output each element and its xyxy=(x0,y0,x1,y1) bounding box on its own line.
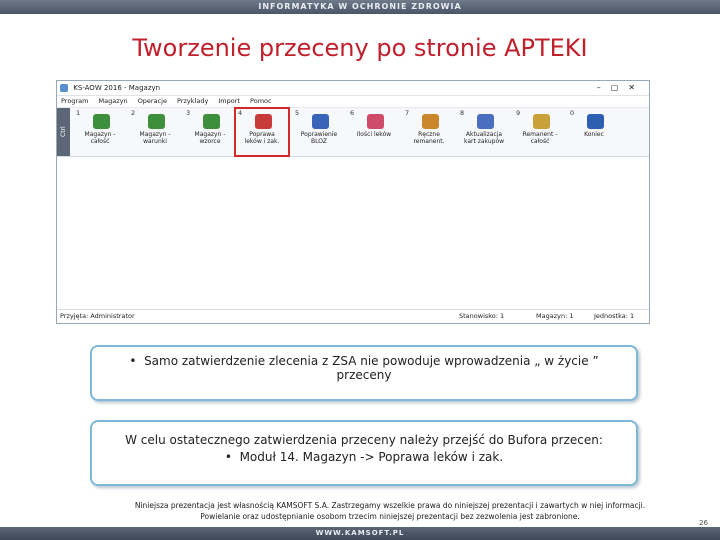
tool-magazyn-calosc[interactable] xyxy=(73,108,127,156)
tool-number: 4 xyxy=(238,109,243,117)
toolbar xyxy=(57,108,649,157)
menu-item-operacje[interactable]: Operacje xyxy=(137,97,167,105)
window-edit-icon xyxy=(312,114,329,129)
window-titlebar xyxy=(57,81,649,96)
warehouse-question-icon xyxy=(203,114,220,129)
menu-bar xyxy=(57,96,649,108)
tool-number: 7 xyxy=(405,109,410,117)
menu-item-program[interactable]: Program xyxy=(61,97,89,105)
info-box-1 xyxy=(90,345,638,401)
tool-number: 0 xyxy=(570,109,575,117)
box1-line2: przeceny xyxy=(336,368,392,382)
menu-item-magazyn[interactable]: Magazyn xyxy=(98,97,128,105)
tool-label: Poprawienie BLOZ xyxy=(300,131,338,145)
box1-line1: Samo zatwierdzenie zlecenia z ZSA nie powoduje wprowadzenia „ w życie ” xyxy=(144,354,599,368)
tool-label: Koniec xyxy=(584,131,604,138)
tool-number: 8 xyxy=(460,109,465,117)
tool-number: 3 xyxy=(186,109,191,117)
tool-magazyn-wzorce[interactable] xyxy=(183,108,237,156)
tool-magazyn-warunki[interactable] xyxy=(128,108,182,156)
edit-check-icon xyxy=(255,114,272,129)
ctrl-tab: Ctrl xyxy=(57,108,70,156)
tool-number: 2 xyxy=(131,109,136,117)
status-station: Stanowisko: 1 xyxy=(459,312,505,320)
menu-item-pomoc[interactable]: Pomoc xyxy=(250,97,272,105)
top-banner: INFORMATYKA W OCHRONIE ZDROWIA xyxy=(0,0,720,14)
bullet: • xyxy=(129,354,137,368)
warehouse-question-icon xyxy=(93,114,110,129)
copyright-footnote xyxy=(100,500,680,522)
app-window xyxy=(56,80,650,324)
cards-update-icon xyxy=(477,114,494,129)
tool-koniec[interactable] xyxy=(567,108,621,156)
bullet: • xyxy=(224,450,232,464)
tool-label: Magazyn - warunki xyxy=(139,131,171,145)
info-box-2 xyxy=(90,420,638,486)
status-user: Przyjęta: Administrator xyxy=(60,312,135,320)
app-icon xyxy=(60,84,68,92)
window-controls[interactable]: –▢✕ xyxy=(596,83,645,92)
tool-remanent-calosc[interactable] xyxy=(513,108,567,156)
tool-label: Magazyn - całość xyxy=(84,131,116,145)
tool-label: Magazyn - wzorce xyxy=(194,131,226,145)
tool-aktualizacja-kart[interactable] xyxy=(457,108,511,156)
bottom-banner: WWW.KAMSOFT.PL xyxy=(0,527,720,540)
box2-line1: W celu ostatecznego zatwierdzenia przeceny należy przejść do Bufora przecen: xyxy=(125,433,603,447)
tool-label: Poprawa leków i zak. xyxy=(244,131,280,145)
tool-number: 6 xyxy=(350,109,355,117)
tool-label: Ilości leków xyxy=(356,131,392,138)
footnote-line1: Niniejsza prezentacja jest własnością KAMSOFT S.A. Zastrzegamy wszelkie prawa do niniejszej prezentacji i zawartych w niej informacji. xyxy=(134,501,646,510)
tool-label: Remanent - całość xyxy=(522,131,558,145)
status-warehouse: Magazyn: 1 xyxy=(536,312,574,320)
slide-title: Tworzenie przeceny po stronie APTEKI xyxy=(132,34,588,62)
tool-label: Ręczne remanent. xyxy=(413,131,445,145)
tool-poprawa-lekow[interactable] xyxy=(235,108,289,156)
page-number: 26 xyxy=(699,519,708,527)
menu-item-przyklady[interactable]: Przyklady xyxy=(177,97,209,105)
tool-ilosci-lekow[interactable] xyxy=(347,108,401,156)
menu-item-import[interactable]: Import xyxy=(218,97,240,105)
exit-door-icon xyxy=(587,114,604,129)
status-bar xyxy=(57,309,649,323)
tool-reczne-remanent[interactable] xyxy=(402,108,456,156)
tool-number: 5 xyxy=(295,109,300,117)
tool-poprawienie-bloz[interactable] xyxy=(292,108,346,156)
pills-icon xyxy=(367,114,384,129)
tool-label: Aktualizacja kart zakupów xyxy=(463,131,505,145)
hands-icon xyxy=(422,114,439,129)
tool-number: 1 xyxy=(76,109,81,117)
tool-number: 9 xyxy=(516,109,521,117)
boxes-icon xyxy=(533,114,550,129)
box2-line2: Moduł 14. Magazyn -> Poprawa leków i zak. xyxy=(239,450,504,464)
status-unit: Jednostka: 1 xyxy=(594,312,635,320)
window-title: KS-AOW 2016 - Magazyn xyxy=(73,84,161,92)
warehouse-question-icon xyxy=(148,114,165,129)
footnote-line2: Powielanie oraz udostępnianie osobom trzecim niniejszej prezentacji bez zezwolenia jest zabronione. xyxy=(200,512,580,521)
